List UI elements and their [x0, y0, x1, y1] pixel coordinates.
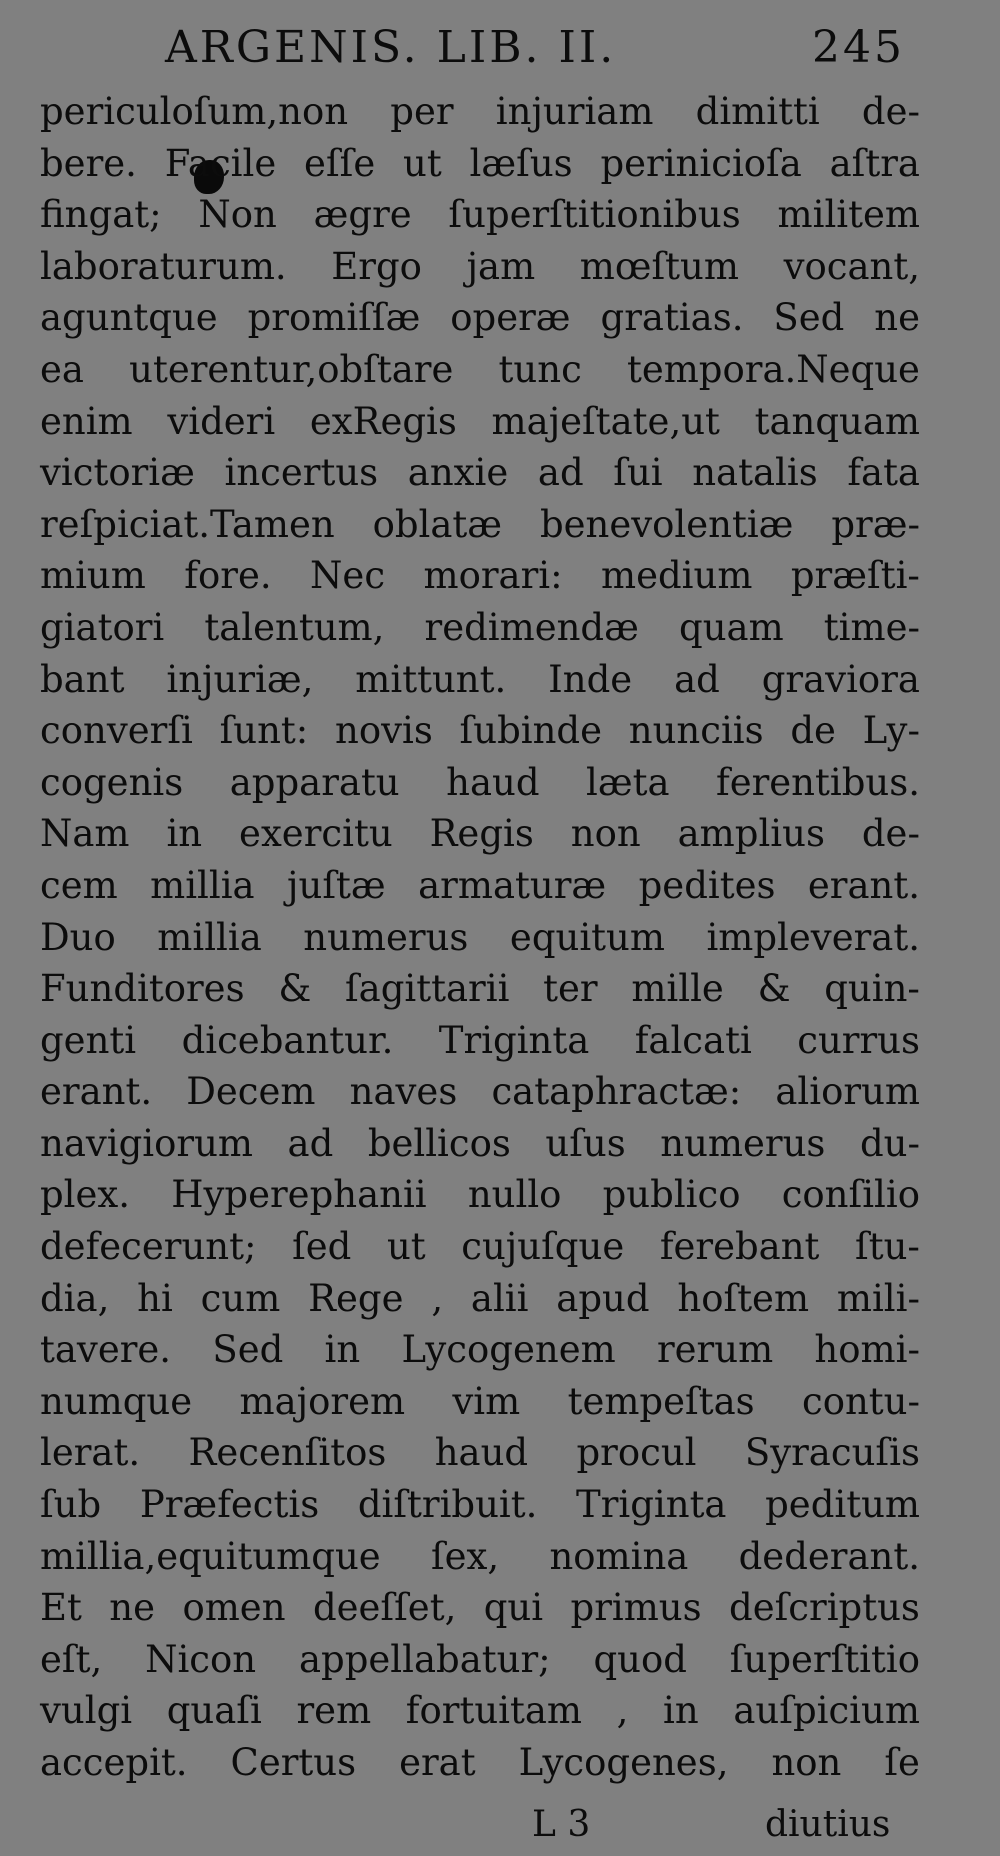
text-line: reſpiciat.Tamen oblatæ benevolentiæ præ- — [40, 502, 920, 546]
text-line: ſub Præfectis diſtribuit. Triginta peditum — [40, 1483, 920, 1527]
text-line: tavere. Sed in Lycogenem rerum homi- — [40, 1328, 920, 1372]
text-line: bere. Facile eſſe ut læſus perinicioſa aſtra — [40, 141, 920, 185]
text-line: Funditores & ſagittarii ter mille & quin- — [40, 967, 920, 1011]
text-line: bant injuriæ, mittunt. Inde ad graviora — [40, 657, 920, 701]
text-line: cogenis apparatu haud læta ferentibus. — [40, 760, 920, 804]
text-line: periculoſum,non per injuriam dimitti de- — [40, 90, 920, 133]
text-line: fingat; Non ægre ſuperſtitionibus militem — [40, 193, 920, 237]
text-line: accepit. Certus erat Lycogenes, non ſe — [40, 1741, 920, 1784]
text-line: victoriæ incertus anxie ad ſui natalis fata — [40, 451, 920, 495]
text-line: Duo millia numerus equitum impleverat. — [40, 915, 920, 959]
text-line: giatori talentum, redimendæ quam time- — [40, 605, 920, 649]
text-line: converſi ſunt: novis ſubinde nunciis de Ly- — [40, 709, 920, 753]
text-line: plex. Hyperephanii nullo publico conſilio — [40, 1173, 920, 1217]
catchword: diutius — [765, 1804, 891, 1845]
page-number: 245 — [812, 22, 905, 73]
text-line: eſt, Nicon appellabatur; quod ſuperſtitio — [40, 1637, 920, 1681]
text-line: vulgi quaſi rem fortuitam , in auſpicium — [40, 1689, 920, 1733]
text-line: Et ne omen deeſſet, qui primus deſcriptus — [40, 1586, 920, 1630]
text-line: aguntque promiſſæ operæ gratias. Sed ne — [40, 296, 920, 340]
text-line: defecerunt; ſed ut cujuſque ferebant ſtu- — [40, 1225, 920, 1269]
text-line: enim videri exRegis majeſtate,ut tanquam — [40, 399, 920, 443]
text-line: ea uterentur,obſtare tunc tempora.Neque — [40, 347, 920, 391]
text-line: laboraturum. Ergo jam mœſtum vocant, — [40, 244, 920, 288]
text-line: cem millia juſtæ armaturæ pedites erant. — [40, 863, 920, 907]
text-line: millia,equitumque ſex, nomina dederant. — [40, 1534, 920, 1578]
running-head — [165, 20, 905, 76]
body-text — [40, 86, 920, 1789]
text-line: lerat. Recenſitos haud procul Syracuſis — [40, 1431, 920, 1475]
text-line: genti dicebantur. Triginta falcati currus — [40, 1018, 920, 1062]
running-title: ARGENIS. LIB. II. — [165, 22, 617, 73]
text-line: Nam in exercitu Regis non amplius de- — [40, 812, 920, 856]
page-footer — [0, 1800, 1000, 1850]
text-line: dia, hi cum Rege , alii apud hoſtem mili- — [40, 1276, 920, 1320]
signature-mark: L 3 — [532, 1804, 591, 1845]
text-line: erant. Decem naves cataphractæ: aliorum — [40, 1070, 920, 1114]
text-line: navigiorum ad bellicos uſus numerus du- — [40, 1121, 920, 1165]
text-line: mium fore. Nec morari: medium præſti- — [40, 554, 920, 598]
text-line: numque majorem vim tempeſtas contu- — [40, 1379, 920, 1423]
